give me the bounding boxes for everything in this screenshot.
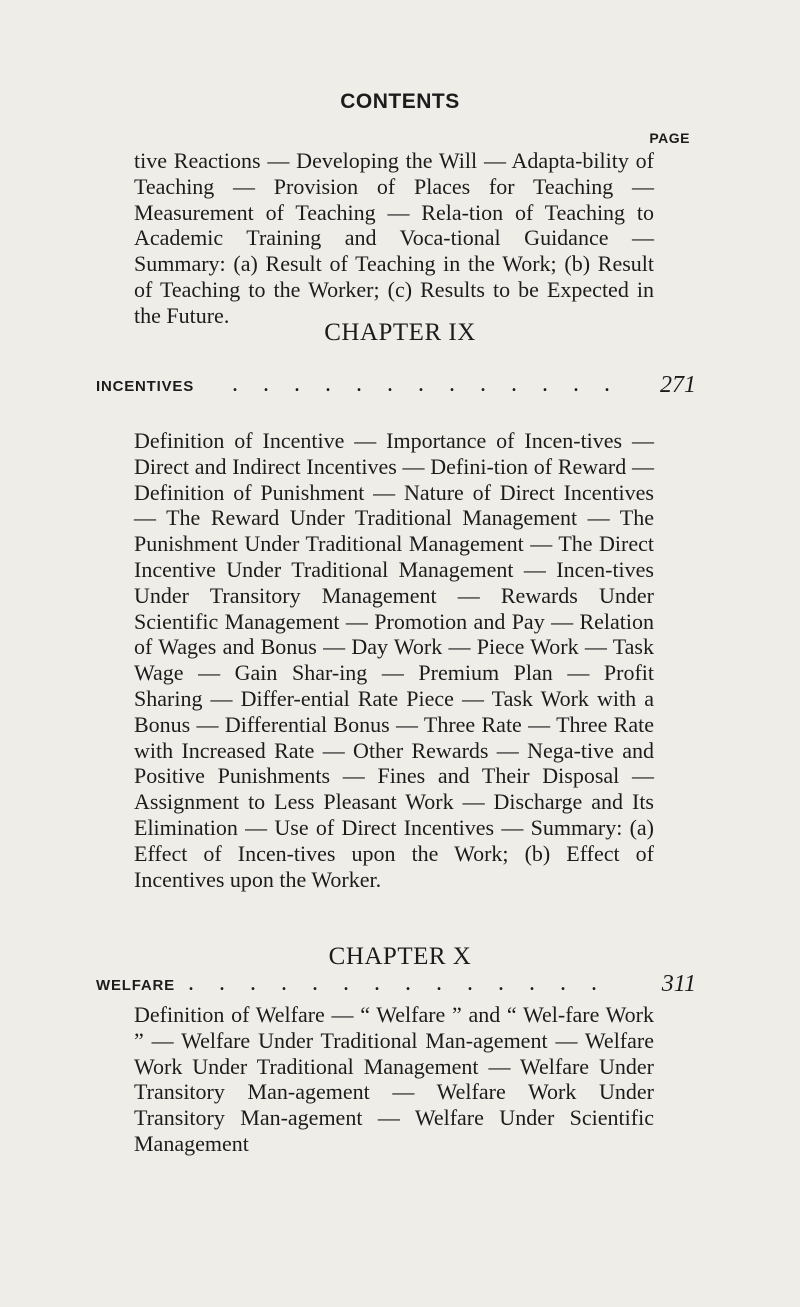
chapter-ix-heading: CHAPTER IX — [324, 319, 476, 346]
toc-entry-welfare — [96, 972, 696, 1002]
toc-entry-title: WELFARE — [96, 977, 175, 994]
dot-leader: . . . . . . . . . . . . . — [232, 371, 620, 397]
toc-page-number: 311 — [661, 971, 696, 997]
toc-page-number: 271 — [660, 372, 696, 398]
dot-leader: . . . . . . . . . . . . . . — [188, 970, 607, 996]
continued-chapter-summary: tive Reactions — Developing the Will — Adapta-bility of Teaching — Provision of Places for Teaching — Measurement of Teaching — Rela-tion of Teaching to Academic Training and Voca-tional Guidance — Summary: (a) Result of Teaching in the Work; (b) Result of Teaching to the Worker; (c) Results to be Expected in the Future. — [134, 148, 654, 328]
page-column-label: PAGE — [649, 130, 690, 146]
chapter-x-heading: CHAPTER X — [328, 943, 472, 970]
toc-entry-title: INCENTIVES — [96, 378, 195, 395]
chapter-x-summary: Definition of Welfare — “ Welfare ” and “ Wel-fare Work ” — Welfare Under Traditional Man-agement — Welfare Work Under Traditional Management — Welfare Under Transitory Man-agement — Welfare Work Under Transitory Man-agement — Welfare Under Scientific Management — [134, 1002, 654, 1156]
toc-entry-incentives — [96, 373, 696, 403]
chapter-ix-summary: Definition of Incentive — Importance of Incen-tives — Direct and Indirect Incentives — Defini-tion of Reward — Definition of Punishment — Nature of Direct Incentives — The Reward Under Traditional Management — The Punishment Under Traditional Management — The Direct Incentive Under Traditional Management — Incen-tives Under Transitory Management — Rewards Under Scientific Management — Promotion and Pay — Relation of Wages and Bonus — Day Work — Piece Work — Task Wage — Gain Shar-ing — Premium Plan — Profit Sharing — Differ-ential Rate Piece — Task Work with a Bonus — Differential Bonus — Three Rate — Three Rate with Increased Rate — Other Rewards — Nega-tive and Positive Punishments — Fines and Their Disposal — Assignment to Less Pleasant Work — Discharge and Its Elimination — Use of Direct Incentives — Summary: (a) Effect of Incen-tives upon the Work; (b) Effect of Incentives upon the Worker. — [134, 428, 654, 892]
running-head-title: CONTENTS — [340, 90, 460, 113]
